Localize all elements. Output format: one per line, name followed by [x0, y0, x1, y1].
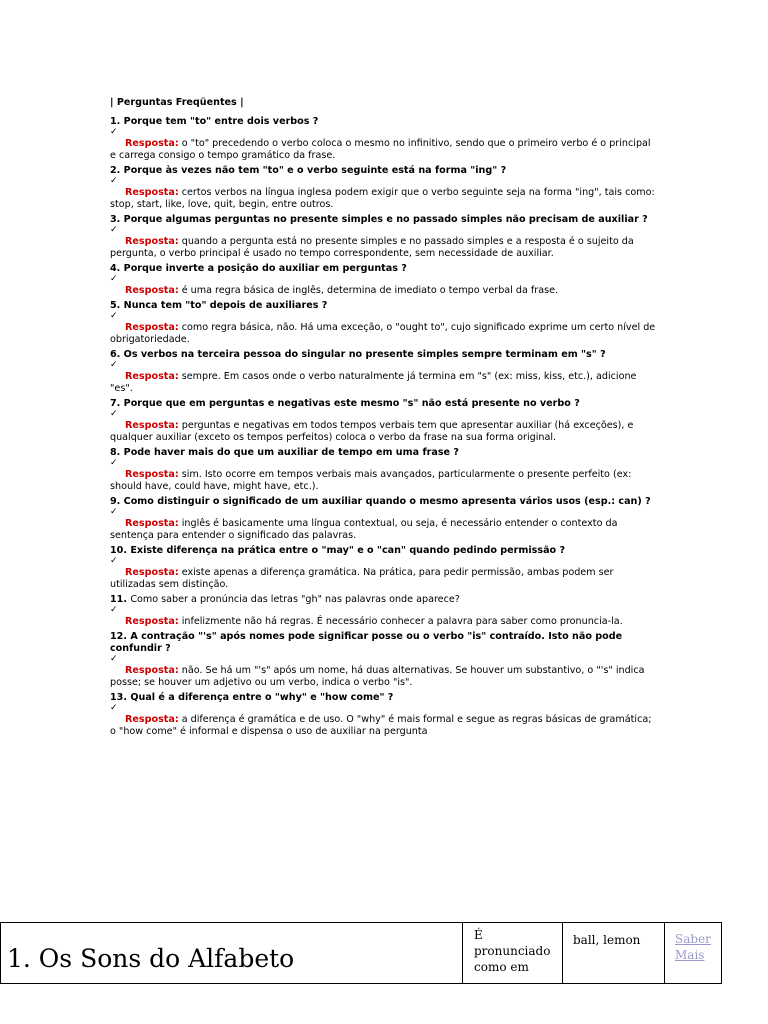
faq-answer [110, 518, 658, 542]
faq-answer [110, 236, 658, 260]
check-icon: ✓ [110, 703, 118, 713]
faq-item [110, 214, 658, 260]
faq-item [110, 496, 658, 542]
faq-answer [110, 714, 658, 738]
faq-item [110, 116, 658, 162]
answer-text: quando a pergunta está no presente simples e no passado simples e a resposta é o sujeito da pergunta, o verbo principal é usado no tempo correspondente, sem necessidade de auxiliar. [110, 236, 634, 259]
question-number: 7. [110, 398, 121, 409]
check-icon: ✓ [110, 556, 118, 566]
faq-item [110, 447, 658, 493]
question-number: 13. [110, 692, 127, 703]
answer-text: inglês é basicamente uma língua contextual, ou seja, é necessário entender o contexto da sentença para entender o significado das palavras. [110, 518, 618, 541]
faq-question [110, 631, 658, 655]
question-text: Os verbos na terceira pessoa do singular no presente simples sempre terminam em "s" ? [123, 349, 606, 360]
faq-answer [110, 371, 658, 395]
answer-text: existe apenas a diferença gramática. Na prática, para pedir permissão, ambas podem ser utilizadas sem distinção. [110, 567, 614, 590]
faq-question [110, 692, 658, 704]
faq-answer [110, 567, 658, 591]
faq-question [110, 496, 658, 508]
answer-text: perguntas e negativas em todos tempos verbais tem que apresentar auxiliar (há exceções), e qualquer auxiliar (exceto os tempos perfeitos) coloca o verbo da frase na sua forma original. [110, 420, 634, 443]
answer-label: Resposta: [125, 371, 179, 382]
answer-label: Resposta: [125, 236, 179, 247]
faq-answer [110, 665, 658, 689]
example-words: ball, lemon [563, 923, 665, 984]
section-title: 1. Os Sons do Alfabeto [1, 923, 463, 984]
faq-answer [110, 616, 658, 628]
question-text: Porque às vezes não tem "to" e o verbo seguinte está na forma "ing" ? [123, 165, 507, 176]
question-text: Nunca tem "to" depois de auxiliares ? [123, 300, 328, 311]
check-icon: ✓ [110, 409, 118, 419]
answer-text: não. Se há um "'s" após um nome, há duas alternativas. Se houver um substantivo, o "'s" indica posse; se houver um adjetivo ou um verbo, indica o verbo "is". [110, 665, 645, 688]
faq-answer [110, 138, 658, 162]
check-icon: ✓ [110, 458, 118, 468]
check-icon: ✓ [110, 507, 118, 517]
answer-text: sempre. Em casos onde o verbo naturalmente já termina em "s" (ex: miss, kiss, etc.), adicione "es". [110, 371, 637, 394]
faq-list [110, 116, 658, 738]
faq-question [110, 300, 658, 312]
answer-label: Resposta: [125, 420, 179, 431]
alphabet-table [0, 922, 722, 984]
faq-section [110, 97, 658, 741]
question-number: 8. [110, 447, 121, 458]
answer-label: Resposta: [125, 665, 179, 676]
check-icon: ✓ [110, 225, 118, 235]
question-text: A contração "'s" após nomes pode significar posse ou o verbo "is" contraído. Isto não pode confundir ? [110, 631, 623, 654]
answer-text: infelizmente não há regras. É necessário conhecer a palavra para saber como pronuncia-la. [181, 616, 623, 627]
question-text: Como saber a pronúncia das letras "gh" nas palavras onde aparece? [130, 594, 460, 605]
faq-question [110, 594, 658, 606]
answer-text: sim. Isto ocorre em tempos verbais mais avançados, particularmente o presente perfeito (ex: should have, could have, might have, etc.). [110, 469, 632, 492]
more-link-cell [665, 923, 722, 984]
question-text: Porque algumas perguntas no presente simples e no passado simples não precisam de auxiliar ? [123, 214, 648, 225]
faq-item [110, 263, 658, 297]
faq-question [110, 447, 658, 459]
answer-label: Resposta: [125, 285, 179, 296]
question-text: Porque inverte a posição do auxiliar em perguntas ? [123, 263, 407, 274]
answer-label: Resposta: [125, 714, 179, 725]
faq-question [110, 116, 658, 128]
faq-item [110, 631, 658, 689]
faq-question [110, 165, 658, 177]
faq-item [110, 398, 658, 444]
check-icon: ✓ [110, 127, 118, 137]
answer-text: a diferença é gramática e de uso. O "why" é mais formal e segue as regras básicas de gramática; o "how come" é informal e dispensa o uso de auxiliar na pergunta [110, 714, 652, 737]
faq-question [110, 214, 658, 226]
faq-question [110, 545, 658, 557]
question-number: 12. [110, 631, 127, 642]
question-text: Qual é a diferença entre o "why" e "how come" ? [130, 692, 394, 703]
saber-mais-link[interactable]: Saber Mais [675, 932, 711, 962]
answer-label: Resposta: [125, 469, 179, 480]
question-text: Pode haver mais do que um auxiliar de tempo em uma frase ? [123, 447, 459, 458]
answer-text: é uma regra básica de inglês, determina de imediato o tempo verbal da frase. [181, 285, 559, 296]
check-icon: ✓ [110, 360, 118, 370]
answer-label: Resposta: [125, 322, 179, 333]
faq-item [110, 594, 658, 628]
faq-answer [110, 469, 658, 493]
faq-item [110, 349, 658, 395]
check-icon: ✓ [110, 176, 118, 186]
faq-question [110, 263, 658, 275]
table-row [1, 923, 722, 984]
answer-text: o "to" precedendo o verbo coloca o mesmo no infinitivo, sendo que o primeiro verbo é o principal e carrega consigo o tempo gramático da frase. [110, 138, 651, 161]
question-number: 2. [110, 165, 121, 176]
faq-item [110, 165, 658, 211]
check-icon: ✓ [110, 311, 118, 321]
answer-label: Resposta: [125, 518, 179, 529]
question-text: Porque que em perguntas e negativas este mesmo "s" não está presente no verbo ? [123, 398, 580, 409]
check-icon: ✓ [110, 654, 118, 664]
answer-label: Resposta: [125, 138, 179, 149]
faq-item [110, 545, 658, 591]
answer-label: Resposta: [125, 187, 179, 198]
question-number: 4. [110, 263, 121, 274]
question-text: Como distinguir o significado de um auxiliar quando o mesmo apresenta vários usos (esp.: can) ? [123, 496, 651, 507]
faq-item [110, 300, 658, 346]
faq-answer [110, 285, 658, 297]
check-icon: ✓ [110, 605, 118, 615]
faq-answer [110, 187, 658, 211]
faq-answer [110, 322, 658, 346]
question-number: 11. [110, 594, 127, 605]
question-number: 5. [110, 300, 121, 311]
answer-label: Resposta: [125, 567, 179, 578]
faq-answer [110, 420, 658, 444]
faq-title: | Perguntas Freqüentes | [110, 97, 244, 108]
faq-question [110, 398, 658, 410]
answer-text: certos verbos na língua inglesa podem exigir que o verbo seguinte seja na forma "ing", tais como: stop, start, like, love, quit, begin, entre outros. [110, 187, 655, 210]
question-number: 3. [110, 214, 121, 225]
faq-question [110, 349, 658, 361]
check-icon: ✓ [110, 274, 118, 284]
faq-item [110, 692, 658, 738]
pronounced-label: É pronunciado como em [463, 923, 563, 984]
question-number: 9. [110, 496, 121, 507]
question-text: Porque tem "to" entre dois verbos ? [123, 116, 319, 127]
answer-label: Resposta: [125, 616, 179, 627]
question-number: 6. [110, 349, 121, 360]
question-number: 10. [110, 545, 127, 556]
answer-text: como regra básica, não. Há uma exceção, o "ought to", cujo significado exprime um certo nível de obrigatoriedade. [110, 322, 656, 345]
question-text: Existe diferença na prática entre o "may" e o "can" quando pedindo permissão ? [130, 545, 566, 556]
question-number: 1. [110, 116, 121, 127]
